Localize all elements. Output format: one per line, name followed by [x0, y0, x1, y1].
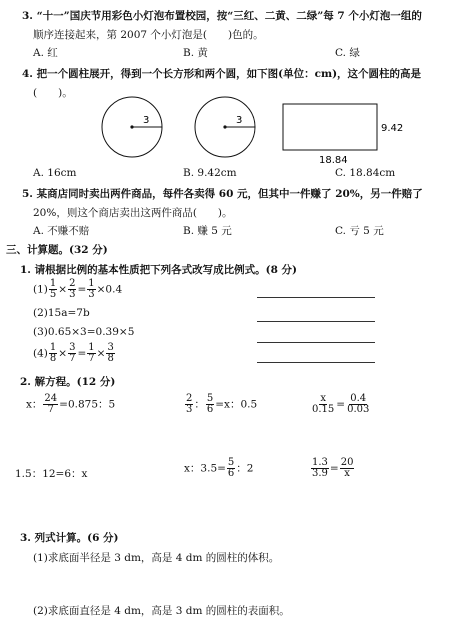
radius-label-right: 3: [236, 115, 243, 126]
center-dot-left: [130, 125, 133, 128]
p1-answer-line-3: [257, 342, 375, 343]
p2-title: 2. 解方程。(12 分): [20, 376, 116, 388]
p2-equation-1: x： $\frac{24}{7}$ =0.875：5: [26, 393, 116, 415]
p3-subquestion-2: (2)求底面直径是 4 dm，高是 3 dm 的圆柱的表面积。: [33, 605, 290, 617]
p1-item-3: (3)0.65×3=0.39×5: [33, 326, 135, 338]
radius-label-left: 3: [143, 115, 150, 126]
p2-equation-5: x：3.5= $\frac{5}{6}$ ：2: [184, 457, 254, 479]
p2-equation-3: $\frac{x}{0.15}$ = $\frac{0.4}{0.03}$: [312, 393, 370, 415]
q3-line1: 3. “十一”国庆节用彩色小灯泡布置校园，按“三红、二黄、二绿”每 7 个小灯泡一组的: [22, 10, 422, 22]
q5-line2: 20%，则这个商店卖出这两件商品( )。: [33, 207, 233, 219]
p2-equation-4: 1.5：12=6：x: [15, 468, 88, 480]
q5-option-a: A. 不赚不赔: [33, 225, 90, 237]
p2-equation-2: $\frac{2}{3}$ ： $\frac{5}{6}$ =x：0.5: [186, 393, 258, 415]
p1-answer-line-4: [257, 362, 375, 363]
p3-subquestion-1: (1)求底面半径是 3 dm，高是 4 dm 的圆柱的体积。: [33, 552, 280, 564]
rect-height-label: 9.42: [381, 123, 404, 134]
q4-option-c: C. 18.84cm: [335, 167, 396, 179]
center-dot-right: [223, 125, 226, 128]
q5-line1: 5. 某商店同时卖出两件商品，每件各卖得 60 元，但其中一件赚了 20%，另一件赔了: [22, 188, 423, 200]
q5-option-b: B. 赚 5 元: [183, 225, 232, 237]
p1-answer-line-2: [257, 321, 375, 322]
p3-title: 3. 列式计算。(6 分): [20, 532, 119, 544]
q4-option-a: A. 16cm: [33, 167, 77, 179]
p1-item-4: (4) $\frac{1}{8}$ × $\frac{3}{7}$ = $\frac{1}{7}$ × $\frac{3}{8}$: [33, 342, 114, 364]
q4-line1: 4. 把一个圆柱展开，得到一个长方形和两个圆，如下图(单位：cm)，这个圆柱的高是: [22, 68, 422, 80]
q5-option-c: C. 亏 5 元: [335, 225, 384, 237]
p1-answer-line-1: [257, 297, 375, 298]
p1-item-1: (1) $\frac{1}{5}$ × $\frac{2}{3}$ = $\frac{1}{3}$ ×0.4: [33, 278, 123, 300]
q3-option-b: B. 黄: [183, 47, 208, 59]
q3-option-a: A. 红: [33, 47, 58, 59]
p1-title: 1. 请根据比例的基本性质把下列各式改写成比例式。(8 分): [20, 264, 298, 276]
lateral-rectangle: [283, 104, 377, 150]
p1-item-2: (2)15a=7b: [33, 307, 90, 319]
q3-option-c: C. 绿: [335, 47, 360, 59]
p2-equation-6: $\frac{1.3}{3.9}$ = $\frac{20}{x}$: [312, 457, 354, 479]
q4-option-b: B. 9.42cm: [183, 167, 237, 179]
rect-width-label: 18.84: [319, 155, 348, 166]
q3-line2: 顺序连接起来，第 2007 个小灯泡是( )色的。: [33, 29, 264, 41]
q4-line2: ( )。: [33, 87, 73, 99]
section-3-title: 三、计算题。(32 分): [6, 244, 108, 256]
